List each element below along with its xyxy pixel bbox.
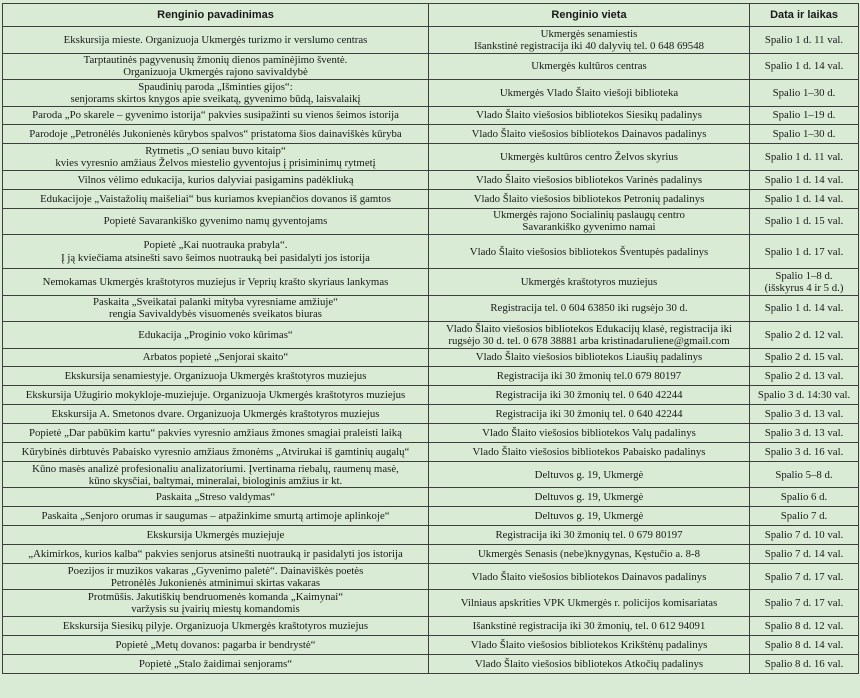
event-name-cell: „Akimirkos, kurios kalba“ pakvies senjorus atsinešti nuotrauką ir pasidalyti jos istorija bbox=[3, 545, 429, 564]
event-place-cell: Deltuvos g. 19, Ukmergė bbox=[429, 488, 750, 507]
event-name-cell: Popietė „Dar pabūkim kartu“ pakvies vyresnio amžiaus žmones smagiai praleisti laiką bbox=[3, 424, 429, 443]
table-row bbox=[3, 635, 859, 654]
event-place-cell: Vlado Šlaito viešosios bibliotekos Varinės padalinys bbox=[429, 170, 750, 189]
event-name-cell: Edukacijoje „Vaistažolių maišeliai“ bus kuriamos kvepiančios dovanos iš gamtos bbox=[3, 189, 429, 208]
event-name-cell: Popietė „Stalo žaidimai senjorams“ bbox=[3, 654, 429, 673]
table-row bbox=[3, 80, 859, 107]
event-place-cell: Deltuvos g. 19, Ukmergė bbox=[429, 461, 750, 488]
event-name-cell: Ekskursija senamiestyje. Organizuoja Ukmergės kraštotyros muziejus bbox=[3, 367, 429, 386]
event-place-cell: Vlado Šlaito viešosios bibliotekos Siesikų padalinys bbox=[429, 106, 750, 125]
table-row bbox=[3, 443, 859, 462]
event-name-cell: Poezijos ir muzikos vakaras „Gyvenimo paletė“. Dainaviškės poetės Petronėlės Jukonienės atminimui skirtas vakaras bbox=[3, 563, 429, 590]
events-table bbox=[2, 3, 859, 674]
event-name-cell: Arbatos popietė „Senjorai skaito“ bbox=[3, 348, 429, 367]
table-row bbox=[3, 170, 859, 189]
event-place-cell: Registracija iki 30 žmonių tel. 0 679 80197 bbox=[429, 526, 750, 545]
event-name-cell: Edukacija „Proginio voko kūrimas“ bbox=[3, 322, 429, 349]
header-event-date: Data ir laikas bbox=[750, 4, 859, 27]
event-place-cell: Ukmergės senamiestis Išankstinė registracija iki 40 dalyvių tel. 0 648 69548 bbox=[429, 27, 750, 54]
event-date-cell: Spalio 1 d. 14 val. bbox=[750, 189, 859, 208]
table-row bbox=[3, 144, 859, 171]
event-place-cell: Vlado Šlaito viešosios bibliotekos Dainavos padalinys bbox=[429, 563, 750, 590]
table-row bbox=[3, 590, 859, 617]
event-date-cell: Spalio 8 d. 16 val. bbox=[750, 654, 859, 673]
event-date-cell: Spalio 1 d. 14 val. bbox=[750, 53, 859, 80]
event-name-cell: Nemokamas Ukmergės kraštotyros muziejus ir Veprių krašto skyriaus lankymas bbox=[3, 269, 429, 296]
event-date-cell: Spalio 2 d. 13 val. bbox=[750, 367, 859, 386]
table-row bbox=[3, 189, 859, 208]
event-date-cell: Spalio 3 d. 14:30 val. bbox=[750, 386, 859, 405]
table-row bbox=[3, 27, 859, 54]
event-date-cell: Spalio 2 d. 12 val. bbox=[750, 322, 859, 349]
table-row bbox=[3, 295, 859, 322]
event-place-cell: Registracija iki 30 žmonių tel.0 679 80197 bbox=[429, 367, 750, 386]
event-name-cell: Vilnos vėlimo edukacija, kurios dalyviai pasigamins padėkliuką bbox=[3, 170, 429, 189]
table-row bbox=[3, 106, 859, 125]
event-name-cell: Ekskursija Ukmergės muziejuje bbox=[3, 526, 429, 545]
event-place-cell: Ukmergės rajono Socialinių paslaugų centro Savarankiško gyvenimo namai bbox=[429, 208, 750, 235]
event-date-cell: Spalio 7 d. 10 val. bbox=[750, 526, 859, 545]
event-date-cell: Spalio 8 d. 14 val. bbox=[750, 635, 859, 654]
event-name-cell: Paskaita „Sveikatai palanki mityba vyresniame amžiuje“ rengia Savivaldybės visuomenės sveikatos biuras bbox=[3, 295, 429, 322]
event-place-cell: Registracija iki 30 žmonių tel. 0 640 42244 bbox=[429, 386, 750, 405]
table-row bbox=[3, 545, 859, 564]
event-date-cell: Spalio 3 d. 13 val. bbox=[750, 405, 859, 424]
event-place-cell: Ukmergės kultūros centro Želvos skyrius bbox=[429, 144, 750, 171]
table-row bbox=[3, 269, 859, 296]
event-place-cell: Ukmergės Senasis (nebe)knygynas, Kęstučio a. 8-8 bbox=[429, 545, 750, 564]
table-row bbox=[3, 386, 859, 405]
table-row bbox=[3, 424, 859, 443]
event-name-cell: Ekskursija Užugirio mokykloje-muziejuje. Organizuoja Ukmergės kraštotyros muziejus bbox=[3, 386, 429, 405]
table-row bbox=[3, 367, 859, 386]
event-name-cell: Kūno masės analizė profesionaliu analizatoriumi. Įvertinama riebalų, raumenų masė, kūno skysčiai, baltymai, mineralai, biologinis amžius ir kt. bbox=[3, 461, 429, 488]
event-date-cell: Spalio 2 d. 15 val. bbox=[750, 348, 859, 367]
header-event-name: Renginio pavadinimas bbox=[3, 4, 429, 27]
event-name-cell: Paroda „Po skarele – gyvenimo istorija“ pakvies susipažinti su vienos šeimos istorija bbox=[3, 106, 429, 125]
event-date-cell: Spalio 1–30 d. bbox=[750, 80, 859, 107]
event-name-cell: Spaudinių paroda „Išminties gijos“: senjorams skirtos knygos apie sveikatą, gyvenimo būdą, laisvalaikį bbox=[3, 80, 429, 107]
event-name-cell: Parodoje „Petronėlės Jukonienės kūrybos spalvos“ pristatoma šios dainaviškės kūryba bbox=[3, 125, 429, 144]
event-date-cell: Spalio 8 d. 12 val. bbox=[750, 616, 859, 635]
event-date-cell: Spalio 6 d. bbox=[750, 488, 859, 507]
event-name-cell: Paskaita „Streso valdymas“ bbox=[3, 488, 429, 507]
event-place-cell: Ukmergės Vlado Šlaito viešoji biblioteka bbox=[429, 80, 750, 107]
table-row bbox=[3, 235, 859, 269]
table-row bbox=[3, 616, 859, 635]
event-date-cell: Spalio 5–8 d. bbox=[750, 461, 859, 488]
event-date-cell: Spalio 1 d. 15 val. bbox=[750, 208, 859, 235]
event-place-cell: Vlado Šlaito viešosios bibliotekos Liaušių padalinys bbox=[429, 348, 750, 367]
event-name-cell: Kūrybinės dirbtuvės Pabaiskо vyresnio amžiaus žmonėms „Atvirukai iš gamtinių augalų“ bbox=[3, 443, 429, 462]
table-row bbox=[3, 53, 859, 80]
event-date-cell: Spalio 1–30 d. bbox=[750, 125, 859, 144]
event-name-cell: Tarptautinės pagyvenusių žmonių dienos paminėjimo šventė. Organizuoja Ukmergės rajono savivaldybė bbox=[3, 53, 429, 80]
event-date-cell: Spalio 7 d. bbox=[750, 507, 859, 526]
table-row bbox=[3, 405, 859, 424]
event-place-cell: Vlado Šlaito viešosios bibliotekos Atkočių padalinys bbox=[429, 654, 750, 673]
table-row bbox=[3, 348, 859, 367]
table-body bbox=[3, 27, 859, 674]
table-row bbox=[3, 488, 859, 507]
event-name-cell: Paskaita „Senjoro orumas ir saugumas – atpažinkime smurtą artimoje aplinkoje“ bbox=[3, 507, 429, 526]
table-row bbox=[3, 526, 859, 545]
table-header bbox=[3, 4, 859, 27]
event-place-cell: Vlado Šlaito viešosios bibliotekos Šventupės padalinys bbox=[429, 235, 750, 269]
event-date-cell: Spalio 7 d. 17 val. bbox=[750, 563, 859, 590]
event-name-cell: Popietė „Kai nuotrauka prabyla“. Į ją kviečiama atsinešti savo šeimos nuotrauką bei pasidalyti jos istorija bbox=[3, 235, 429, 269]
event-place-cell: Registracija tel. 0 604 63850 iki rugsėjo 30 d. bbox=[429, 295, 750, 322]
table-row bbox=[3, 322, 859, 349]
table-row bbox=[3, 125, 859, 144]
event-place-cell: Ukmergės kultūros centras bbox=[429, 53, 750, 80]
event-date-cell: Spalio 1–19 d. bbox=[750, 106, 859, 125]
event-place-cell: Vlado Šlaito viešosios bibliotekos Krikštėnų padalinys bbox=[429, 635, 750, 654]
event-name-cell: Popietė „Metų dovanos: pagarba ir bendrystė“ bbox=[3, 635, 429, 654]
event-name-cell: Ekskursija Siesikų pilyje. Organizuoja Ukmergės kraštotyros muziejus bbox=[3, 616, 429, 635]
event-place-cell: Vlado Šlaito viešosios bibliotekos Edukacijų klasė, registracija iki rugsėjo 30 d. tel. 0 678 38881 arba kristinadaruliene@gmail.com bbox=[429, 322, 750, 349]
event-place-cell: Vlado Šlaito viešosios bibliotekos Valų padalinys bbox=[429, 424, 750, 443]
event-name-cell: Protmūšis. Jakutiškių bendruomenės komanda „Kaimynai“ varžysis su įvairių miestų komandomis bbox=[3, 590, 429, 617]
event-place-cell: Išankstinė registracija iki 30 žmonių, tel. 0 612 94091 bbox=[429, 616, 750, 635]
event-date-cell: Spalio 3 d. 13 val. bbox=[750, 424, 859, 443]
header-event-place: Renginio vieta bbox=[429, 4, 750, 27]
event-date-cell: Spalio 1 d. 14 val. bbox=[750, 295, 859, 322]
event-place-cell: Deltuvos g. 19, Ukmergė bbox=[429, 507, 750, 526]
event-place-cell: Vlado Šlaito viešosios bibliotekos Pabaisko padalinys bbox=[429, 443, 750, 462]
event-date-cell: Spalio 1 d. 14 val. bbox=[750, 170, 859, 189]
table-row bbox=[3, 507, 859, 526]
event-name-cell: Rytmetis „O seniau buvo kitaip“ kvies vyresnio amžiaus Želvos miestelio gyventojus į prisiminimų rytmetį bbox=[3, 144, 429, 171]
event-place-cell: Vlado Šlaito viešosios bibliotekos Petronių padalinys bbox=[429, 189, 750, 208]
event-place-cell: Registracija iki 30 žmonių tel. 0 640 42244 bbox=[429, 405, 750, 424]
event-date-cell: Spalio 7 d. 17 val. bbox=[750, 590, 859, 617]
event-date-cell: Spalio 1 d. 17 val. bbox=[750, 235, 859, 269]
table-row bbox=[3, 208, 859, 235]
event-date-cell: Spalio 1 d. 11 val. bbox=[750, 27, 859, 54]
event-date-cell: Spalio 1 d. 11 val. bbox=[750, 144, 859, 171]
event-place-cell: Vlado Šlaito viešosios bibliotekos Dainavos padalinys bbox=[429, 125, 750, 144]
event-date-cell: Spalio 1–8 d. (išskyrus 4 ir 5 d.) bbox=[750, 269, 859, 296]
event-place-cell: Vilniaus apskrities VPK Ukmergės r. policijos komisariatas bbox=[429, 590, 750, 617]
event-name-cell: Popietė Savarankiško gyvenimo namų gyventojams bbox=[3, 208, 429, 235]
event-name-cell: Ekskursija mieste. Organizuoja Ukmergės turizmo ir verslumo centras bbox=[3, 27, 429, 54]
event-date-cell: Spalio 3 d. 16 val. bbox=[750, 443, 859, 462]
event-place-cell: Ukmergės kraštotyros muziejus bbox=[429, 269, 750, 296]
table-row bbox=[3, 461, 859, 488]
event-name-cell: Ekskursija A. Smetonos dvare. Organizuoja Ukmergės kraštotyros muziejus bbox=[3, 405, 429, 424]
event-date-cell: Spalio 7 d. 14 val. bbox=[750, 545, 859, 564]
table-row bbox=[3, 654, 859, 673]
table-row bbox=[3, 563, 859, 590]
